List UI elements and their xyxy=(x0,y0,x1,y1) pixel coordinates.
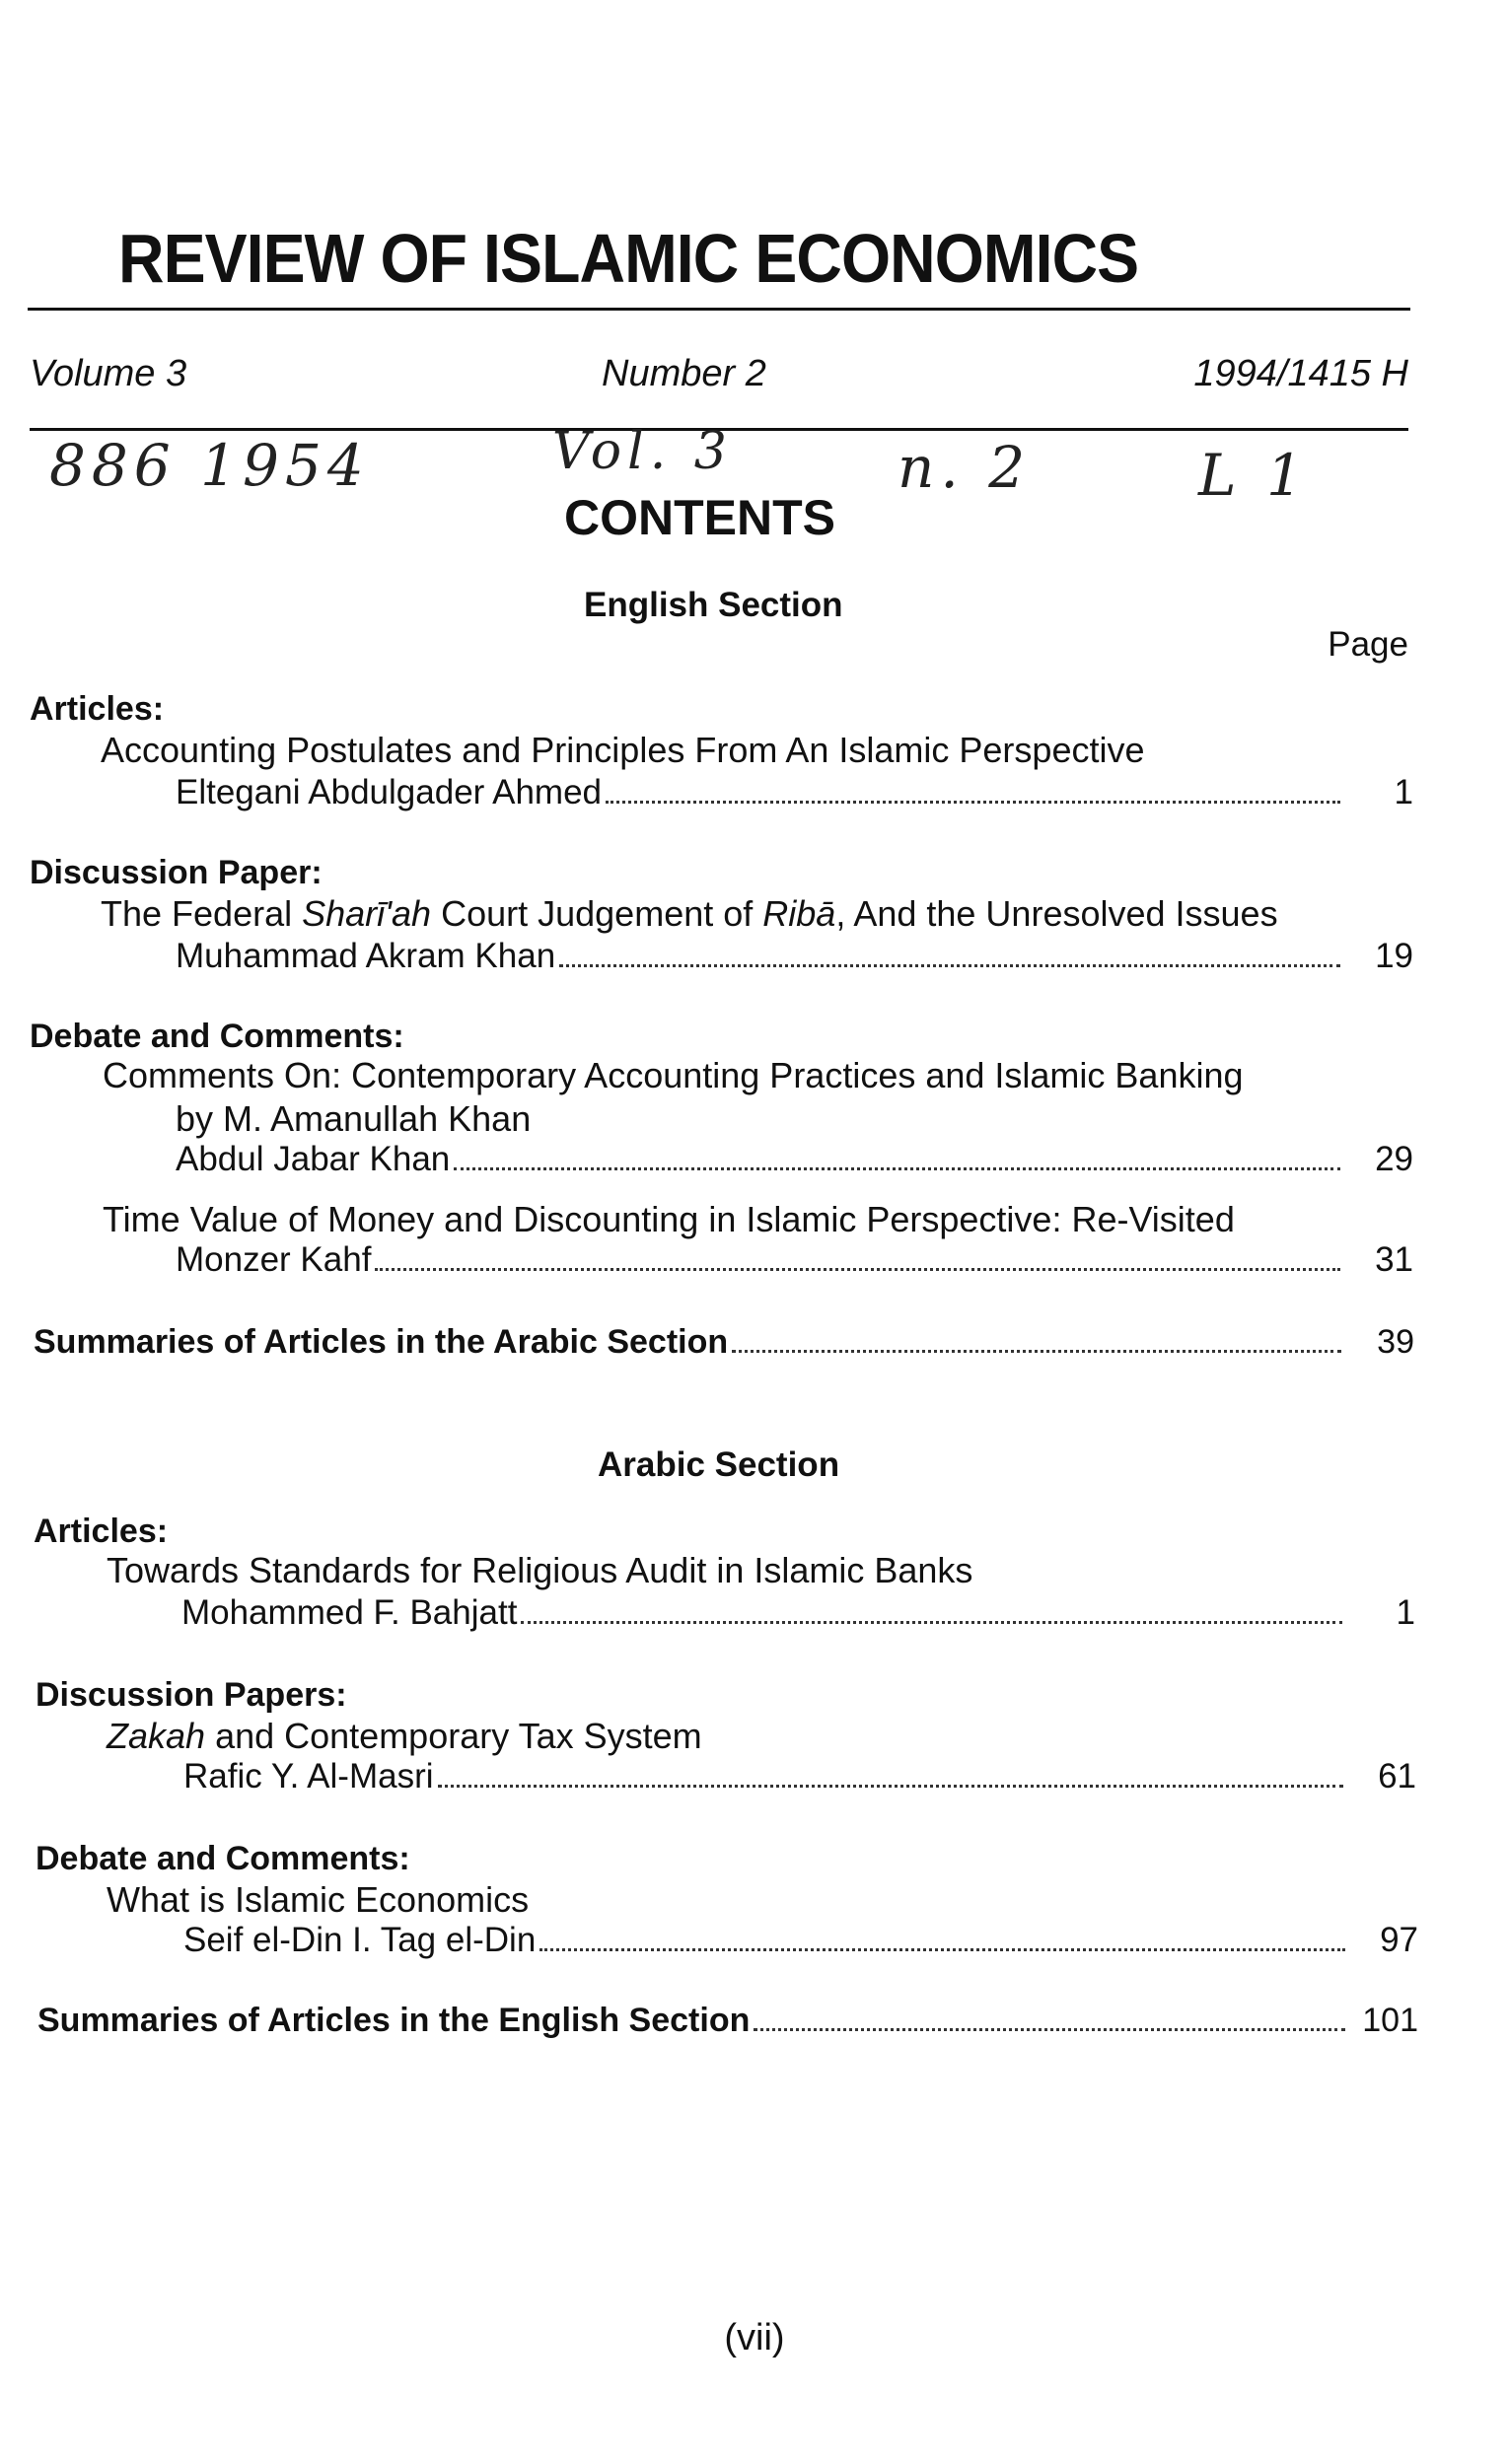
en-discussion-title: The Federal Sharī'ah Court Judgement of Ribā, And the Unresolved Issues xyxy=(101,893,1278,934)
ar-discussion-entry xyxy=(183,1757,1416,1796)
ar-discussion-heading: Discussion Papers: xyxy=(36,1676,347,1714)
ar-debate-author: Seif el-Din I. Tag el-Din xyxy=(183,1921,537,1959)
handwritten-location: L 1 xyxy=(1198,442,1309,509)
ar-debate-heading: Debate and Comments: xyxy=(36,1840,410,1877)
leader-dots xyxy=(754,2028,1345,2031)
ar-article-title: Towards Standards for Religious Audit in Islamic Banks xyxy=(107,1550,973,1590)
ar-discussion-author: Rafic Y. Al-Masri xyxy=(183,1757,434,1795)
en-article-page: 1 xyxy=(1394,773,1413,811)
masthead-rule xyxy=(28,308,1410,311)
en-debate-1-page: 29 xyxy=(1375,1140,1413,1178)
en-debate-2-page: 31 xyxy=(1375,1240,1413,1279)
ar-summaries-entry xyxy=(37,2002,1418,2040)
en-discussion-heading: Discussion Paper: xyxy=(30,854,323,891)
en-debate-1-title-line-2: by M. Amanullah Khan xyxy=(176,1098,532,1139)
leader-dots xyxy=(606,801,1340,804)
en-debate-1-title-line-1: Comments On: Contemporary Accounting Practices and Islamic Banking xyxy=(103,1055,1244,1095)
ar-debate-title: What is Islamic Economics xyxy=(107,1879,530,1920)
ar-article-author: Mohammed F. Bahjatt xyxy=(181,1593,518,1632)
handwritten-volume: Vol. 3 xyxy=(552,422,733,481)
en-discussion-entry xyxy=(176,937,1413,976)
leader-dots xyxy=(521,1621,1342,1624)
en-debate-1-author: Abdul Jabar Khan xyxy=(176,1140,451,1178)
handwritten-number: n. 2 xyxy=(898,434,1032,501)
en-discussion-page: 19 xyxy=(1375,937,1413,975)
ar-discussion-page: 61 xyxy=(1378,1757,1416,1795)
leader-dots xyxy=(375,1268,1340,1271)
leader-dots xyxy=(559,964,1340,967)
en-debate-2-entry xyxy=(176,1240,1413,1280)
year-label: 1994/1415 H xyxy=(1193,353,1408,394)
handwritten-call-number: 886 1954 xyxy=(49,432,370,499)
en-debate-2-title: Time Value of Money and Discounting in Islamic Perspective: Re-Visited xyxy=(103,1199,1235,1239)
page-column-label: Page xyxy=(1328,625,1408,664)
page-folio: (vii) xyxy=(724,2317,785,2358)
english-section-heading: English Section xyxy=(584,586,843,624)
number-label: Number 2 xyxy=(602,353,766,394)
en-articles-heading: Articles: xyxy=(30,690,165,728)
contents-heading: CONTENTS xyxy=(564,490,835,545)
volume-label: Volume 3 xyxy=(30,353,187,394)
en-summaries-label: Summaries of Articles in the Arabic Section xyxy=(34,1323,729,1361)
en-debate-1-entry xyxy=(176,1140,1413,1179)
journal-title: REVIEW OF ISLAMIC ECONOMICS xyxy=(118,220,1139,297)
ar-debate-entry xyxy=(183,1921,1418,1960)
leader-dots xyxy=(732,1350,1341,1353)
en-debate-heading: Debate and Comments: xyxy=(30,1018,404,1055)
en-discussion-author: Muhammad Akram Khan xyxy=(176,937,556,975)
en-summaries-entry xyxy=(34,1323,1414,1362)
ar-articles-heading: Articles: xyxy=(34,1513,169,1550)
leader-dots xyxy=(438,1785,1343,1788)
en-summaries-page: 39 xyxy=(1377,1323,1414,1361)
en-debate-2-author: Monzer Kahf xyxy=(176,1240,372,1279)
ar-article-entry xyxy=(181,1593,1415,1633)
ar-discussion-title: Zakah and Contemporary Tax System xyxy=(107,1716,702,1756)
ar-article-page: 1 xyxy=(1396,1593,1415,1632)
ar-summaries-page: 101 xyxy=(1362,2002,1418,2039)
ar-summaries-label: Summaries of Articles in the English Section xyxy=(37,2002,751,2039)
arabic-section-heading: Arabic Section xyxy=(598,1445,840,1484)
en-article-entry xyxy=(176,773,1413,812)
leader-dots xyxy=(539,1948,1345,1951)
leader-dots xyxy=(454,1167,1340,1170)
en-article-author: Eltegani Abdulgader Ahmed xyxy=(176,773,602,811)
ar-debate-page: 97 xyxy=(1380,1921,1418,1959)
en-article-title: Accounting Postulates and Principles From An Islamic Perspective xyxy=(101,730,1145,770)
